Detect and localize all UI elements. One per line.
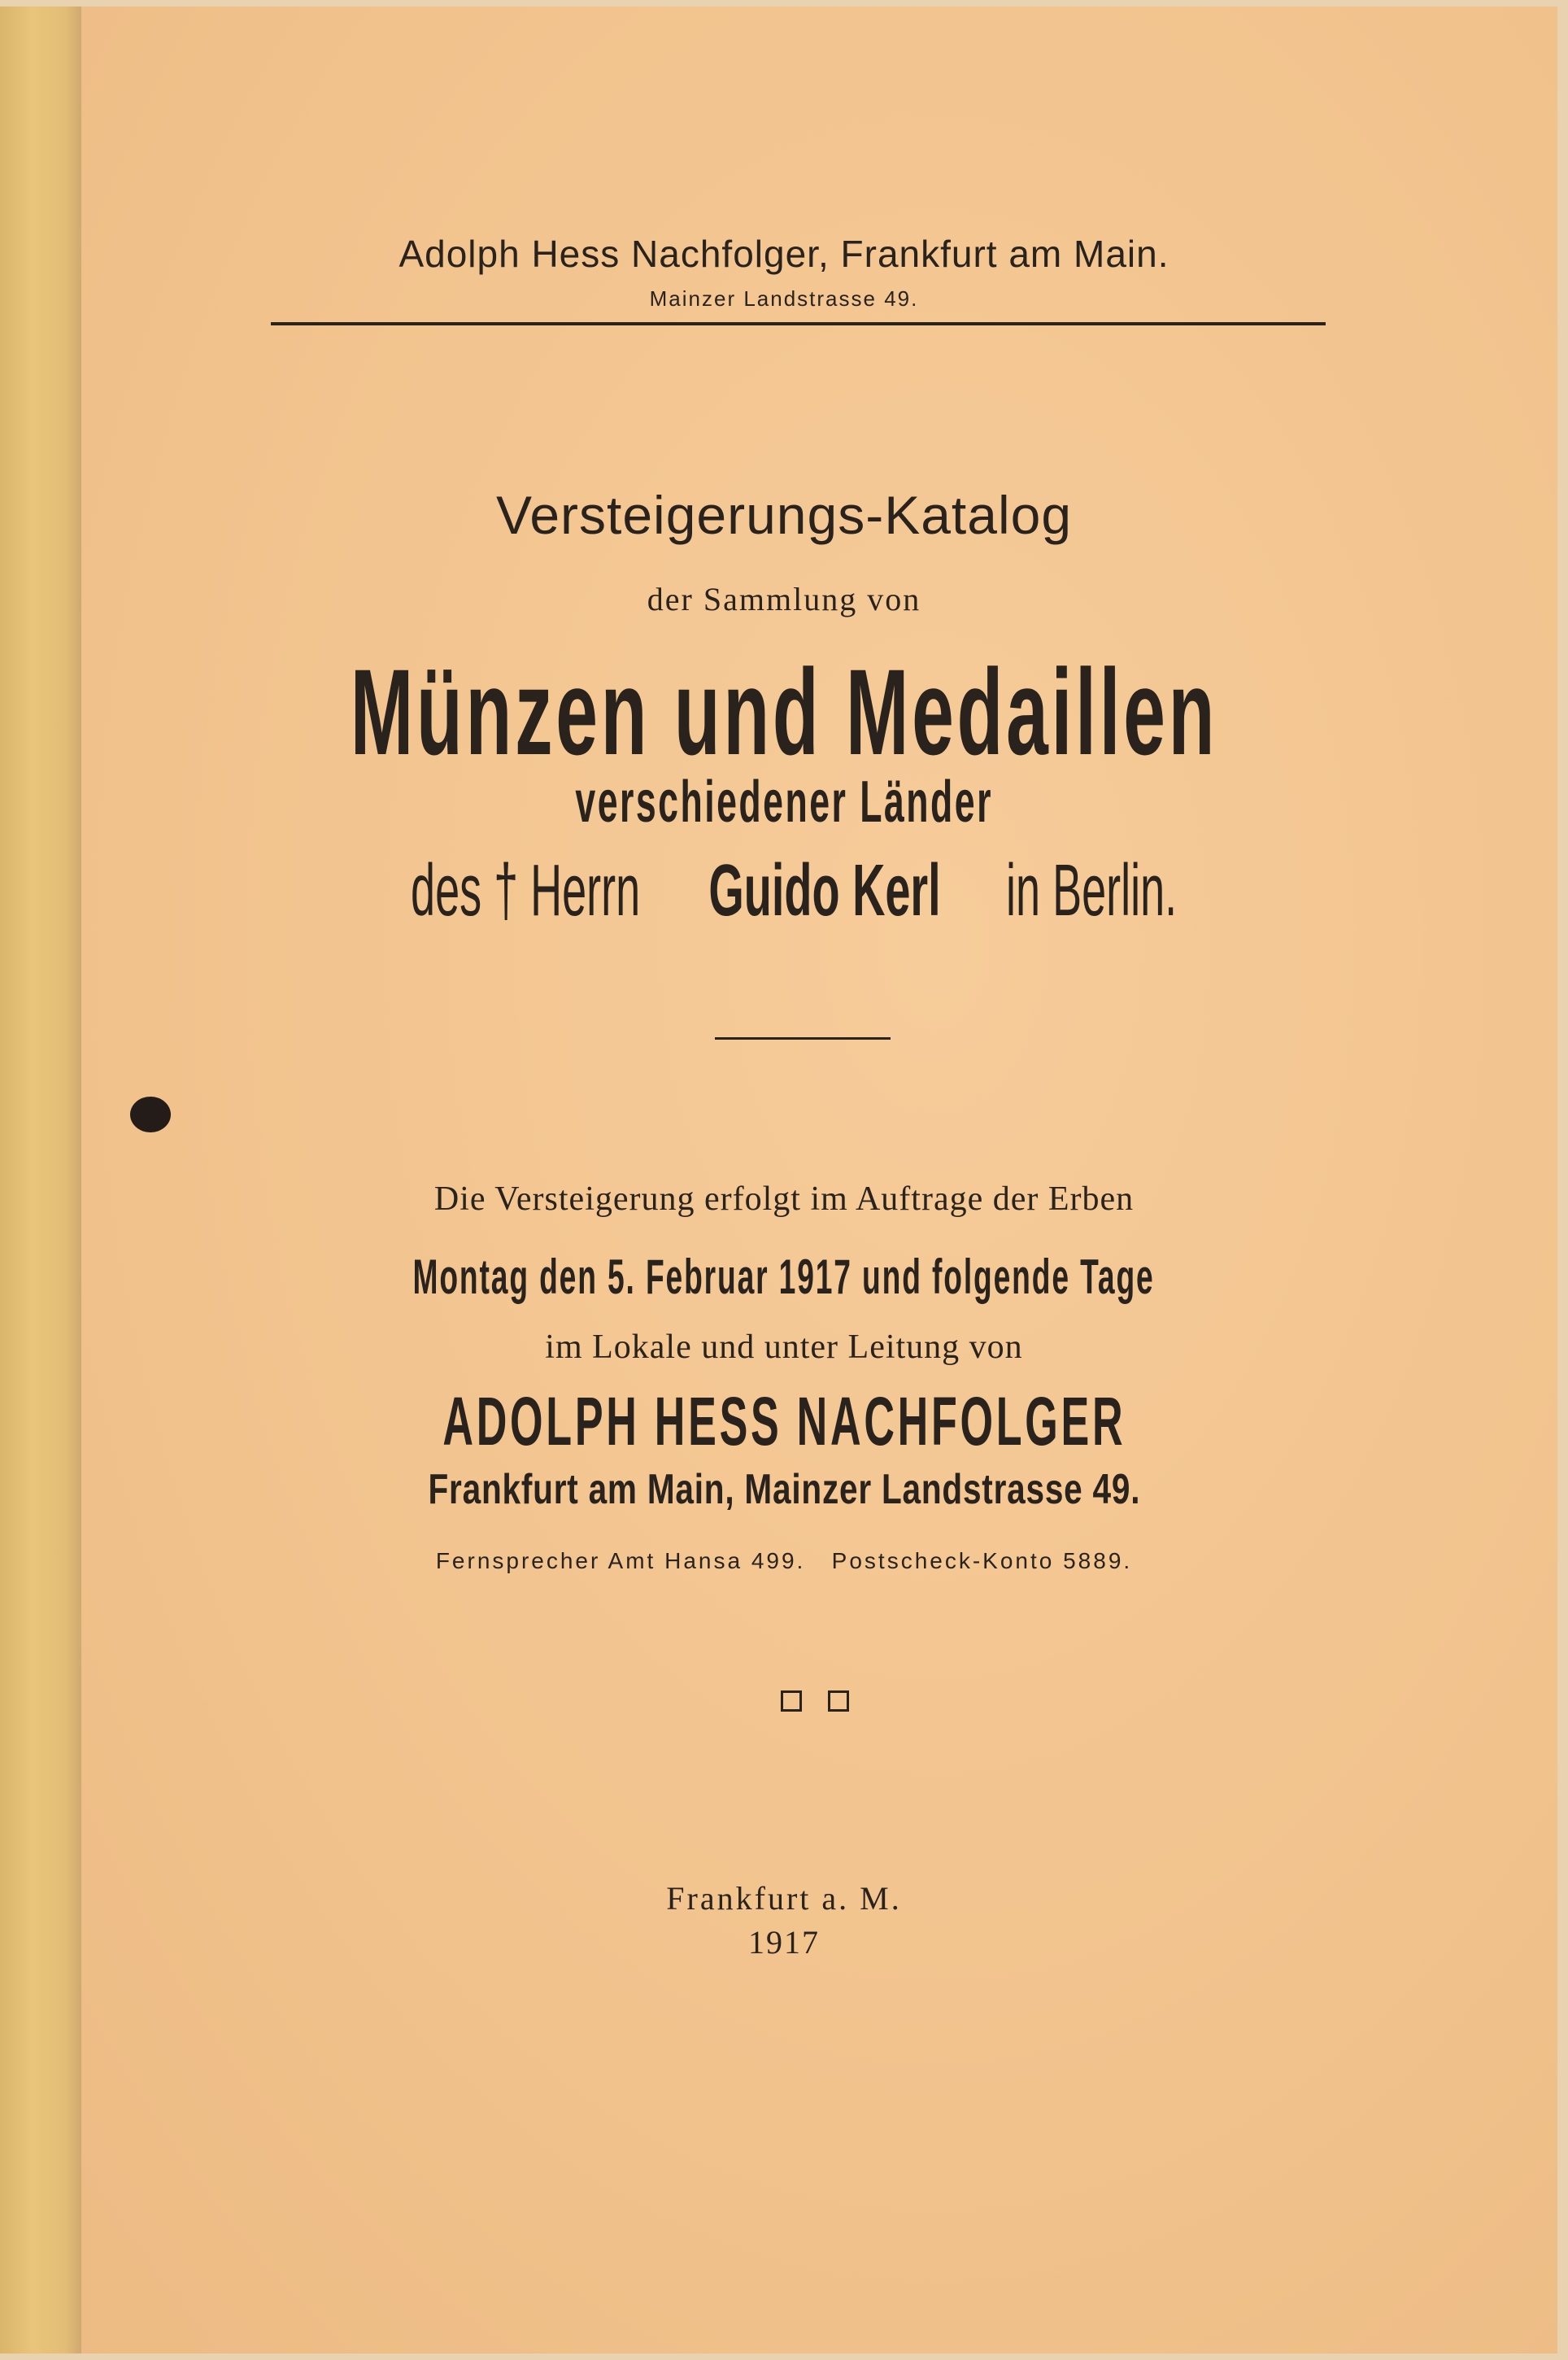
auctioneer-name: ADOLPH HESS NACHFOLGER: [442, 1383, 1126, 1459]
auction-date-row: [0, 1250, 1568, 1304]
auction-intro: Die Versteigerung erfolgt im Auftrage der Erben: [433, 1180, 1135, 1218]
ink-stain: [130, 1097, 171, 1132]
catalog-title: Versteigerungs-Katalog: [495, 485, 1073, 545]
venue-intro: im Lokale und unter Leitung von: [545, 1328, 1023, 1366]
imprint-year: 1917: [748, 1924, 820, 1961]
owner-name: Guido Kerl: [708, 850, 941, 931]
square-ornament: [828, 1690, 849, 1712]
subtitle-row: [0, 770, 1568, 835]
contact-info: Fernsprecher Amt Hansa 499. Postscheck-Konto 5889.: [435, 1548, 1133, 1573]
header-rule: [271, 322, 1326, 325]
imprint-place: Frankfurt a. M.: [666, 1880, 902, 1917]
auctioneer-row: [0, 1383, 1568, 1459]
main-title: Münzen und Medaillen: [350, 643, 1218, 780]
auctioneer-address: Frankfurt am Main, Mainzer Landstrasse 49.: [428, 1466, 1140, 1513]
divider-rule: [715, 1037, 891, 1040]
owner-line: [0, 850, 1568, 931]
owner-suffix: in Berlin.: [1005, 850, 1177, 931]
main-title-row: [0, 643, 1568, 780]
square-ornament: [781, 1690, 802, 1712]
owner-prefix: des † Herrn: [411, 850, 641, 931]
auctioneer-address-row: [0, 1468, 1568, 1512]
auction-date: Montag den 5. Februar 1917 und folgende Tage: [412, 1250, 1156, 1304]
publisher-header: Adolph Hess Nachfolger, Frankfurt am Main.: [399, 233, 1169, 275]
publisher-address: Mainzer Landstrasse 49.: [649, 286, 919, 311]
collection-of: der Sammlung von: [647, 581, 921, 617]
subtitle: verschiedener Länder: [575, 770, 993, 835]
